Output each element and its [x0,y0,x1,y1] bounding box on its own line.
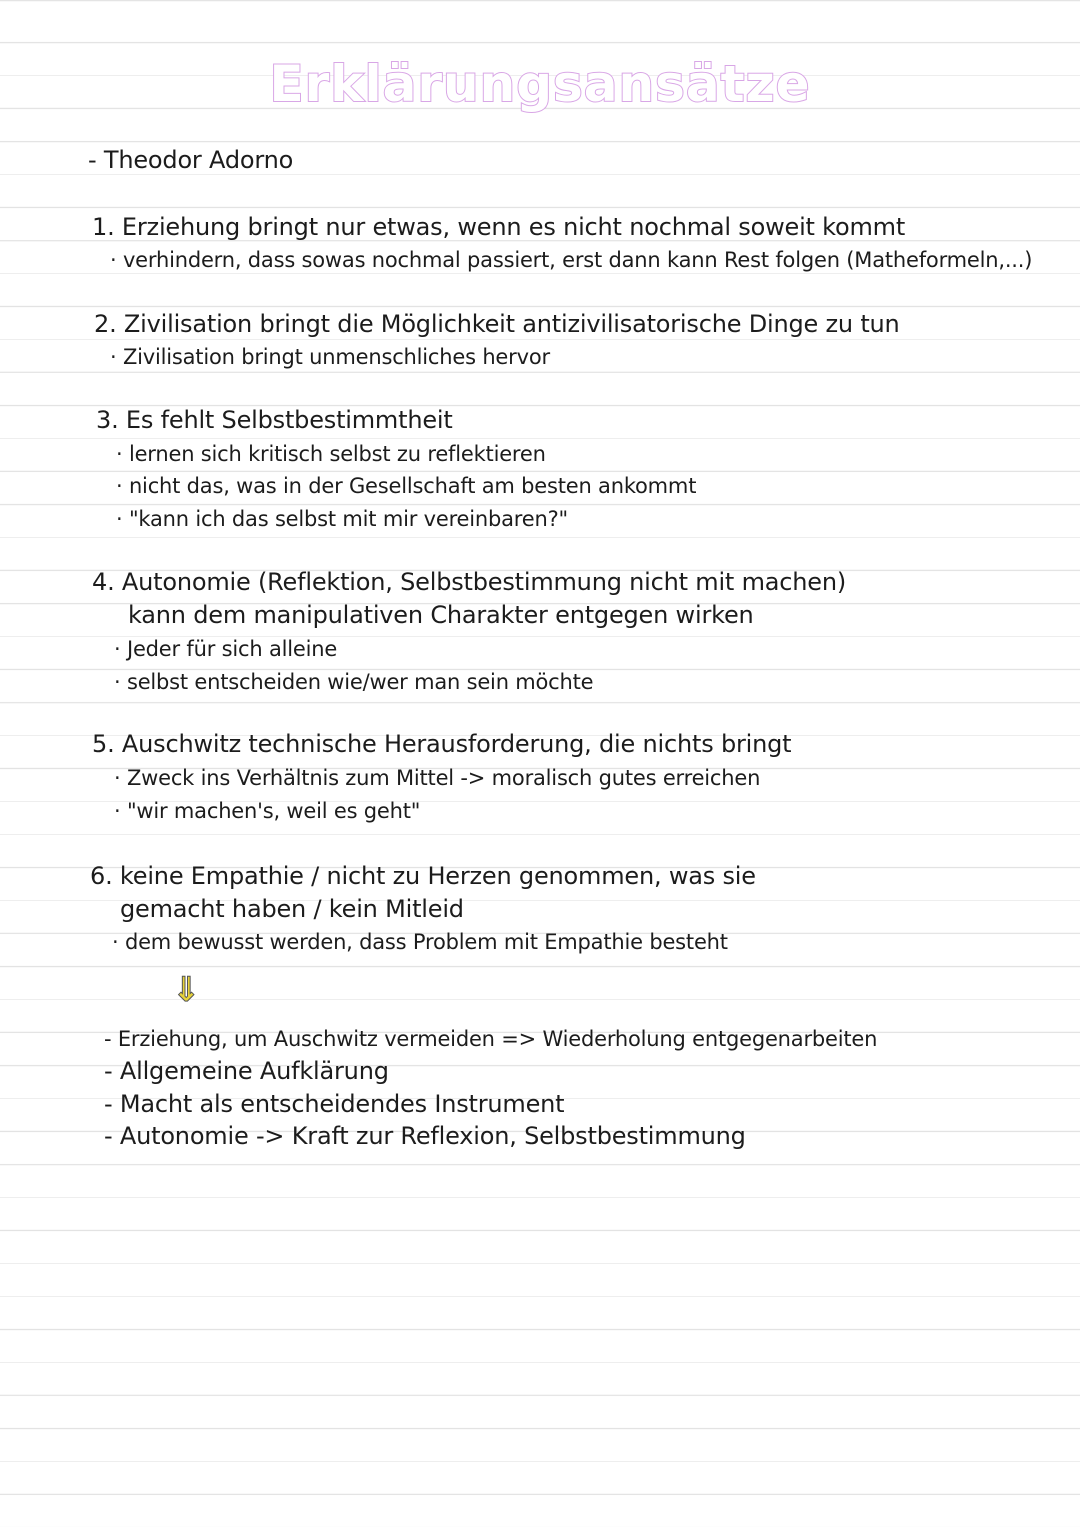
point-6-heading: 6. keine Empathie / nicht zu Herzen genommen, was sie [90,862,756,890]
point-5-sub-1: · Zweck ins Verhältnis zum Mittel -> moralisch gutes erreichen [114,766,761,790]
point-6-heading-cont: gemacht haben / kein Mitleid [120,895,464,923]
author-line: - Theodor Adorno [88,146,294,174]
double-down-arrow-icon: ⇓ [172,970,201,1010]
conclusion-4: - Autonomie -> Kraft zur Reflexion, Selbstbestimmung [104,1122,746,1150]
point-4-sub-2: · selbst entscheiden wie/wer man sein möchte [114,670,594,694]
conclusion-2: - Allgemeine Aufklärung [104,1057,389,1085]
point-3-heading: 3. Es fehlt Selbstbestimmtheit [96,406,453,434]
conclusion-3: - Macht als entscheidendes Instrument [104,1090,565,1118]
point-5-heading: 5. Auschwitz technische Herausforderung, die nichts bringt [92,730,792,758]
point-4-heading: 4. Autonomie (Reflektion, Selbstbestimmung nicht mit machen) [92,568,847,596]
point-1-heading: 1. Erziehung bringt nur etwas, wenn es nicht nochmal soweit kommt [92,213,906,241]
point-2-heading: 2. Zivilisation bringt die Möglichkeit antizivilisatorische Dinge zu tun [94,310,900,338]
point-3-sub-1: · lernen sich kritisch selbst zu reflektieren [116,442,546,466]
point-1-sub-1: · verhindern, dass sowas nochmal passiert, erst dann kann Rest folgen (Matheformeln,...) [110,248,1033,272]
point-5-sub-2: · "wir machen's, weil es geht" [114,799,421,823]
point-4-heading-cont: kann dem manipulativen Charakter entgegen wirken [128,601,754,629]
point-4-sub-1: · Jeder für sich alleine [114,637,338,661]
point-3-sub-3: · "kann ich das selbst mit mir vereinbaren?" [116,507,569,531]
page-title: Erklärungsansätze [269,55,811,113]
conclusion-1: - Erziehung, um Auschwitz vermeiden => Wiederholung entgegenarbeiten [104,1027,878,1051]
point-2-sub-1: · Zivilisation bringt unmenschliches hervor [110,345,550,369]
point-3-sub-2: · nicht das, was in der Gesellschaft am besten ankommt [116,474,697,498]
point-6-sub-1: · dem bewusst werden, dass Problem mit Empathie besteht [112,930,728,954]
